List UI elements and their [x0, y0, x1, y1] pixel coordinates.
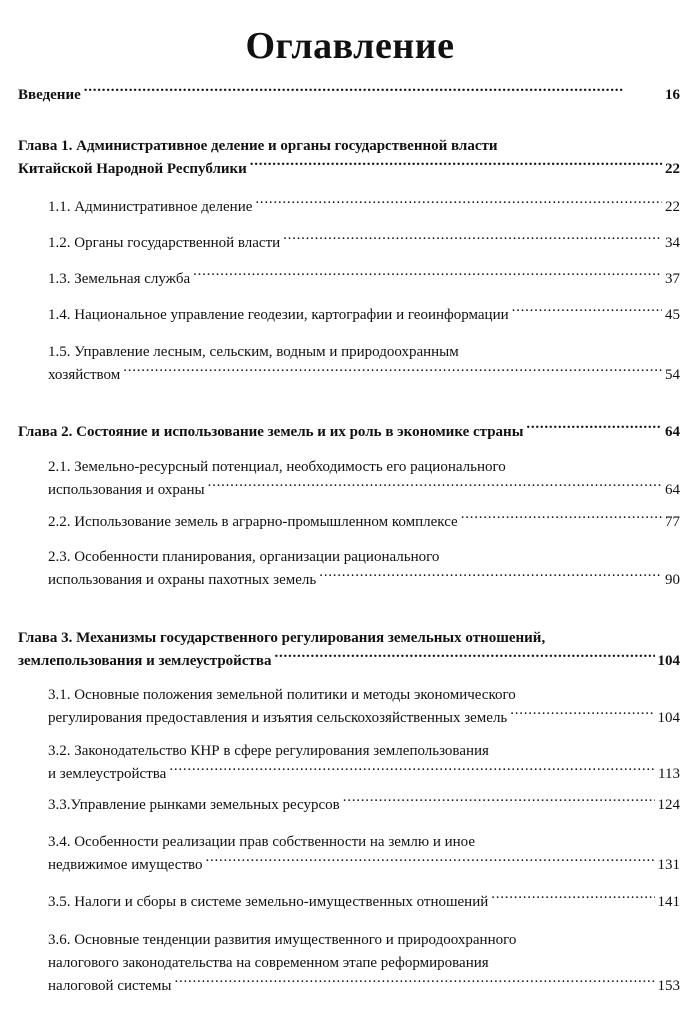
- entry-title: 1.3. Земельная служба: [48, 271, 191, 287]
- entry-title-line-2: недвижимое имущество: [48, 857, 203, 873]
- entry-title-line-1: 1.5. Управление лесным, сельским, водным и природоохранным: [48, 344, 459, 360]
- page-number: 124: [657, 797, 680, 813]
- page-number: 104: [657, 653, 680, 669]
- entry-title-line-1: Глава 1. Административное деление и органы государственной власти: [18, 138, 498, 154]
- toc-entry-section-1-3[interactable]: [48, 268, 680, 291]
- page-title: Оглавление: [245, 25, 455, 67]
- page-number: 90: [665, 572, 680, 588]
- leader-dots: [283, 232, 662, 247]
- leader-dots: [526, 421, 662, 436]
- entry-title-line-1: 2.3. Особенности планирования, организации рационального: [48, 549, 440, 565]
- entry-title-line-1: Глава 3. Механизмы государственного регулирования земельных отношений,: [18, 630, 546, 646]
- entry-title: 1.1. Административное деление: [48, 199, 253, 215]
- leader-dots: [174, 975, 654, 990]
- leader-dots: [123, 364, 662, 379]
- toc-entry-section-3-3[interactable]: [48, 794, 680, 817]
- page-number: 45: [665, 307, 680, 323]
- page-number: 22: [665, 199, 680, 215]
- entry-title: 1.2. Органы государственной власти: [48, 235, 281, 251]
- entry-title-line-2: землепользования и землеустройства: [18, 653, 272, 669]
- toc-entry-section-3-1[interactable]: [48, 684, 680, 730]
- leader-dots: [343, 794, 655, 809]
- toc-entry-section-1-2[interactable]: [48, 232, 680, 255]
- toc-entry-section-1-5[interactable]: [48, 341, 680, 387]
- page-number: 153: [657, 978, 680, 994]
- toc-entry-section-3-6[interactable]: [48, 929, 680, 998]
- entry-title-line-3: налоговой системы: [48, 978, 172, 994]
- leader-dots: [255, 196, 662, 211]
- page-number: 141: [657, 894, 680, 910]
- toc-entry-section-3-5[interactable]: [48, 891, 680, 914]
- toc-entry-section-2-3[interactable]: [48, 546, 680, 592]
- entry-title-line-2: хозяйством: [48, 367, 121, 383]
- toc-entry-chapter-1[interactable]: [18, 135, 680, 181]
- leader-dots: [319, 569, 662, 584]
- entry-title: Глава 2. Состояние и использование земель и их роль в экономике страны: [18, 424, 524, 440]
- toc-entry-section-1-1[interactable]: [48, 196, 680, 219]
- entry-title-line-2: регулирования предоставления и изъятия сельскохозяйственных земель: [48, 710, 508, 726]
- leader-dots: [84, 84, 662, 99]
- page-number: 104: [657, 710, 680, 726]
- entry-title-line-2: Китайской Народной Республики: [18, 161, 247, 177]
- page-number: 16: [665, 87, 680, 103]
- leader-dots: [193, 268, 662, 283]
- entry-title-line-2: использования и охраны пахотных земель: [48, 572, 317, 588]
- toc-entry-introduction[interactable]: [18, 84, 680, 107]
- page-number: 37: [665, 271, 680, 287]
- entry-title: 3.3.Управление рынками земельных ресурсов: [48, 797, 340, 813]
- leader-dots: [491, 891, 654, 906]
- entry-title-line-2: использования и охраны: [48, 482, 205, 498]
- leader-dots: [208, 479, 662, 494]
- toc-entry-section-2-2[interactable]: [48, 511, 680, 534]
- entry-title-line-1: 3.4. Особенности реализации прав собственности на землю и иное: [48, 834, 476, 850]
- toc-entry-section-2-1[interactable]: [48, 456, 680, 502]
- leader-dots: [206, 854, 655, 869]
- entry-title: 2.2. Использование земель в аграрно-промышленном комплексе: [48, 514, 458, 530]
- leader-dots: [512, 304, 662, 319]
- leader-dots: [274, 650, 654, 665]
- entry-title-line-1: 3.6. Основные тенденции развития имущественного и природоохранного: [48, 932, 517, 948]
- entry-title-line-2: и землеустройства: [48, 766, 167, 782]
- toc-entry-section-3-4[interactable]: [48, 831, 680, 877]
- toc-entry-section-1-4[interactable]: [48, 304, 680, 327]
- page-number: 64: [665, 482, 680, 498]
- page-number: 113: [658, 766, 680, 782]
- page-number: 77: [665, 514, 680, 530]
- entry-title-line-1: 2.1. Земельно-ресурсный потенциал, необходимость его рационального: [48, 459, 506, 475]
- entry-title: 1.4. Национальное управление геодезии, картографии и геоинформации: [48, 307, 509, 323]
- entry-title-line-1: 3.2. Законодательство КНР в сфере регулирования землепользования: [48, 743, 489, 759]
- toc-entry-chapter-2[interactable]: [18, 421, 680, 444]
- entry-title: Введение: [18, 87, 81, 103]
- leader-dots: [510, 707, 654, 722]
- toc-entry-chapter-3[interactable]: [18, 627, 680, 673]
- page-number: 54: [665, 367, 680, 383]
- entry-title: 3.5. Налоги и сборы в системе земельно-имущественных отношений: [48, 894, 489, 910]
- toc-entry-section-3-2[interactable]: [48, 740, 680, 786]
- leader-dots: [169, 763, 655, 778]
- leader-dots: [250, 158, 662, 173]
- entry-title-line-1: 3.1. Основные положения земельной политики и методы экономического: [48, 687, 516, 703]
- leader-dots: [461, 511, 662, 526]
- page-number: 34: [665, 235, 680, 251]
- page-number: 131: [657, 857, 680, 873]
- entry-title-line-2: налогового законодательства на современном этапе реформирования: [48, 955, 489, 971]
- page-number: 64: [665, 424, 680, 440]
- page-number: 22: [665, 161, 680, 177]
